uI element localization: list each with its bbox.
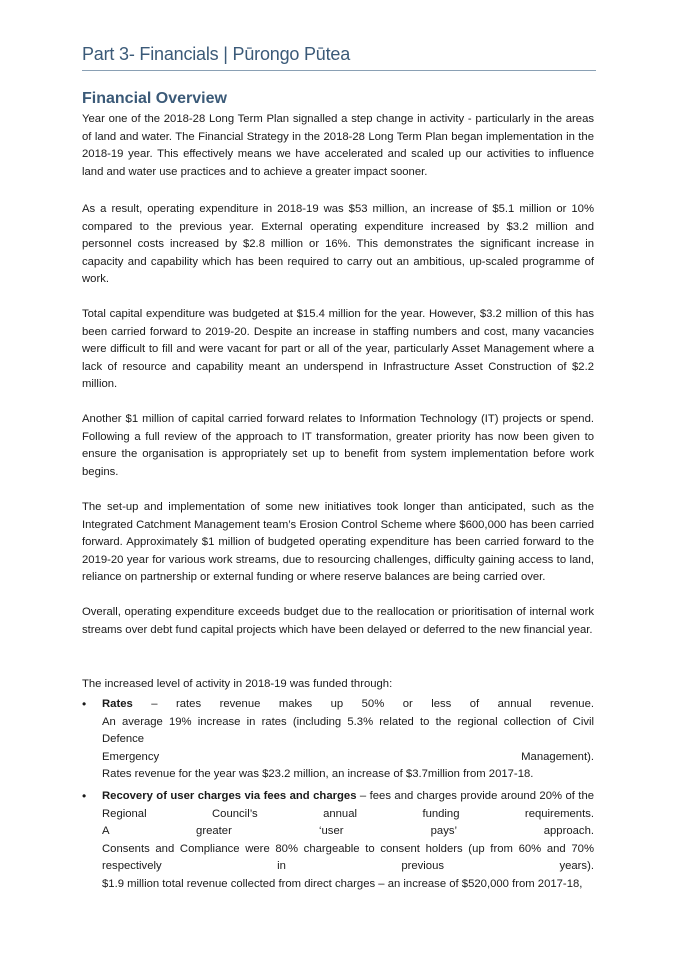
paragraph-5: The set-up and implementation of some new initiatives took longer than anticipated, such as the Integrated Catchment Management team’s Erosion Control Scheme where $600,000 has been carried forward. Approximately $1 million of budgeted operating expenditure has been carried forward to the 2019-20 year for various work streams, due to resourcing challenges, difficulty gaining access to land, reliance on partnership or external funding or where reserve balances are being carried over. bbox=[82, 501, 594, 584]
header-title: Part 3- Financials | Pūrongo Pūtea bbox=[82, 44, 351, 64]
paragraph-6: Overall, operating expenditure exceeds budget due to the reallocation or prioritisation of internal work streams over debt fund capital projects which have been delayed or deferred to the new financial year. bbox=[82, 606, 594, 636]
bullet-line: respectively in previous years). bbox=[102, 860, 594, 873]
paragraph-3: Total capital expenditure was budgeted at $15.4 million for the year. However, $3.2 million of this has been carried forward to 2019-20. Despite an increase in staffing numbers and cost, many vacancies were difficult to fill and were vacant for part or all of the year, particularly Asset Management where a lack of resource and capability meant an underspend in Infrastructure Asset Construction of $2.2 million. bbox=[82, 308, 594, 391]
bullet-line: Consents and Compliance were 80% chargeable to consent holders (up from 60% and 70% bbox=[102, 842, 594, 855]
bullet-line: A greater ‘user pays’ approach. bbox=[102, 825, 594, 838]
funding-list bbox=[82, 696, 594, 898]
bullet-line: Rates revenue for the year was $23.2 million, an increase of $3.7million from 2017-18. bbox=[102, 768, 534, 781]
paragraph-4: Another $1 million of capital carried forward relates to Information Technology (IT) projects or spend. Following a full review of the approach to IT transformation, greater priority has now been given to ensure the organisation is appropriately set up to benefit from system implementation before work begins. bbox=[82, 413, 594, 478]
bullet-text: – fees and charges provide around 20% of the bbox=[356, 789, 595, 802]
bullet-icon: • bbox=[82, 788, 87, 803]
bullet-line: Regional Council’s annual funding requirements. bbox=[102, 807, 594, 820]
bullet-line: Emergency Management). bbox=[102, 750, 594, 763]
bullet-line bbox=[102, 788, 594, 806]
paragraph-7: The increased level of activity in 2018-19 was funded through: bbox=[82, 678, 393, 690]
paragraph-1: Year one of the 2018-28 Long Term Plan signalled a step change in activity - particularly in the areas of land and water. The Financial Strategy in the 2018-28 Long Term Plan began implementation in the 2018-19 year. This effectively means we have accelerated and scaled up our activities to influence land and water use practices and to achieve a greater impact sooner. bbox=[82, 113, 594, 178]
list-item-user-charges bbox=[82, 788, 594, 894]
bullet-icon: • bbox=[82, 697, 87, 711]
paragraph-2: As a result, operating expenditure in 2018-19 was $53 million, an increase of $5.1 million or 10% compared to the previous year. External operating expenditure increased by $3.2 million and personnel costs increased by $2.8 million or 16%. This demonstrates the significant increase in capacity and capability which has been required to carry out an ambitious, up-scaled programme of work. bbox=[82, 203, 594, 286]
bullet-line: $1.9 million total revenue collected from direct charges – an increase of $520,000 from 2017-18, bbox=[102, 877, 583, 890]
section-title: Financial Overview bbox=[82, 90, 227, 107]
bullet-line bbox=[102, 696, 594, 714]
list-item-rates bbox=[82, 696, 594, 784]
bullet-text: – rates revenue makes up 50% or less of annual revenue. bbox=[132, 698, 594, 710]
bullet-term: Recovery of user charges via fees and charges bbox=[102, 789, 357, 802]
page-header bbox=[82, 42, 596, 71]
bullet-term: Rates bbox=[102, 698, 133, 710]
bullet-line: An average 19% increase in rates (including 5.3% related to the regional collection of Civil Defence bbox=[102, 715, 594, 746]
